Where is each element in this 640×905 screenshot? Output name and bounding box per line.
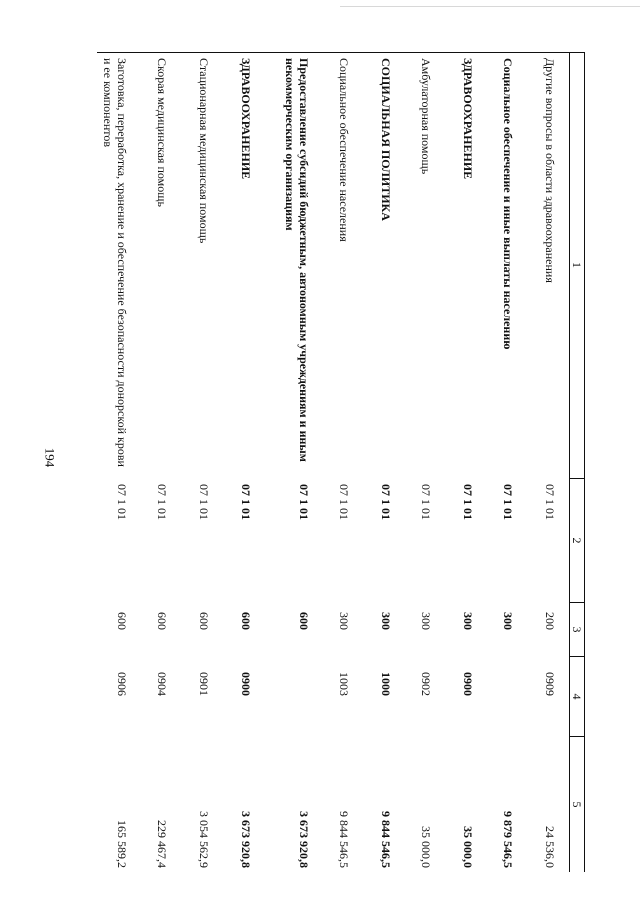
header-col-3: 3	[570, 626, 584, 633]
row-expense-type: 200	[543, 612, 557, 630]
table-row	[379, 52, 393, 872]
row-program-code: 07 1 01	[239, 484, 253, 520]
row-expense-type: 600	[297, 612, 311, 630]
row-section-code: 0900	[461, 672, 475, 696]
row-expense-type: 300	[379, 612, 393, 630]
row-expense-type: 600	[197, 612, 211, 630]
row-section-code: 0906	[115, 672, 129, 696]
budget-table	[97, 52, 585, 872]
row-expense-type: 300	[337, 612, 351, 630]
table-row	[419, 52, 433, 872]
row-amount: 9 844 546,5	[379, 811, 393, 868]
row-amount: 9 844 546,5	[337, 811, 351, 868]
row-program-code: 07 1 01	[543, 484, 557, 520]
top-edge-rule	[340, 6, 640, 7]
row-expense-type: 600	[115, 612, 129, 630]
row-program-code: 07 1 01	[197, 484, 211, 520]
row-name: СОЦИАЛЬНАЯ ПОЛИТИКА	[379, 58, 393, 221]
row-section-code: 1003	[337, 672, 351, 696]
row-amount: 3 673 920,8	[297, 811, 311, 868]
row-amount: 35 000,0	[419, 826, 433, 868]
row-section-code: 0901	[197, 672, 211, 696]
table-row	[239, 52, 253, 872]
row-name: Социальное обеспечение и иные выплаты населению	[501, 58, 515, 350]
row-name: Предоставление субсидий бюджетным, автономным учреждениям и иным некоммерческим организациям	[283, 58, 311, 462]
row-name: Социальное обеспечение населения	[337, 58, 351, 242]
table-row	[155, 52, 169, 872]
row-program-code: 07 1 01	[501, 484, 515, 520]
header-col-4: 4	[570, 693, 584, 700]
row-program-code: 07 1 01	[461, 484, 475, 520]
row-name: Заготовка, переработка, хранение и обеспечение безопасности донорской крови и ее компонентов	[101, 58, 129, 467]
row-amount: 229 467,4	[155, 820, 169, 868]
row-program-code: 07 1 01	[419, 484, 433, 520]
budget-table-rotated	[97, 52, 585, 872]
row-amount: 165 589,2	[115, 820, 129, 868]
page-number: 194	[42, 447, 58, 468]
table-header	[569, 52, 585, 872]
row-program-code: 07 1 01	[155, 484, 169, 520]
row-expense-type: 300	[501, 612, 515, 630]
header-col-2: 2	[570, 537, 584, 544]
row-section-code: 0909	[543, 672, 557, 696]
table-row	[281, 52, 311, 872]
table-row	[337, 52, 351, 872]
row-name: Стационарная медицинская помощь	[197, 58, 211, 244]
row-expense-type: 600	[239, 612, 253, 630]
table-row	[461, 52, 475, 872]
row-program-code: 07 1 01	[115, 484, 129, 520]
table-row	[197, 52, 211, 872]
row-amount: 3 673 920,8	[239, 811, 253, 868]
table-row	[99, 52, 129, 872]
row-section-code: 0902	[419, 672, 433, 696]
row-section-code: 0904	[155, 672, 169, 696]
header-col-5: 5	[570, 801, 584, 808]
row-program-code: 07 1 01	[379, 484, 393, 520]
header-col-1: 1	[570, 262, 584, 268]
row-name: ЗДРАВООХРАНЕНИЕ	[461, 58, 475, 180]
row-name: Амбулаторная помощь	[419, 58, 433, 175]
row-program-code: 07 1 01	[337, 484, 351, 520]
row-amount: 9 879 546,5	[501, 811, 515, 868]
table-row	[543, 52, 557, 872]
row-amount: 24 536,0	[543, 826, 557, 868]
table-row	[501, 52, 515, 872]
table-left-rule	[97, 52, 585, 53]
row-expense-type: 300	[461, 612, 475, 630]
row-program-code: 07 1 01	[297, 484, 311, 520]
row-section-code: 1000	[379, 672, 393, 696]
row-name: Скорая медицинская помощь	[155, 58, 169, 207]
row-name: ЗДРАВООХРАНЕНИЕ	[239, 58, 253, 180]
row-expense-type: 300	[419, 612, 433, 630]
row-expense-type: 600	[155, 612, 169, 630]
row-name: Другие вопросы в области здравоохранения	[543, 58, 557, 283]
row-amount: 3 054 562,9	[197, 811, 211, 868]
row-amount: 35 000,0	[461, 826, 475, 868]
row-section-code: 0900	[239, 672, 253, 696]
